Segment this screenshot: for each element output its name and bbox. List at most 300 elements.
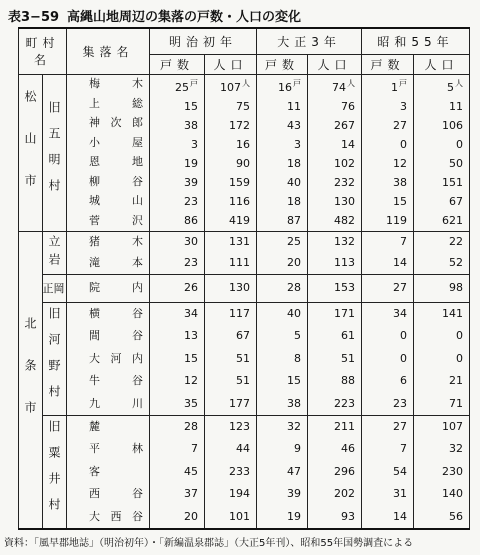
value: [257, 176, 307, 190]
value: [150, 100, 204, 114]
value-text: 75: [236, 100, 251, 114]
settlement-name-text: 間谷: [89, 329, 144, 343]
settlement-name: [67, 442, 149, 456]
value: [205, 510, 256, 524]
value: [308, 100, 361, 114]
settlement-name-text: 小屋: [89, 135, 144, 149]
settlement-name-text: 神次郎: [89, 116, 144, 130]
settlement-name: [67, 256, 149, 270]
value: [414, 465, 469, 479]
value: [308, 176, 361, 190]
value: [205, 465, 256, 479]
table-row: [19, 415, 470, 529]
settlement-names-cell: [67, 302, 150, 415]
value: [362, 214, 413, 228]
value-text: 7: [191, 442, 199, 456]
value: [257, 352, 307, 366]
value: [257, 157, 307, 171]
value-cell-meiji-h: [150, 74, 205, 231]
value-text: 74: [332, 81, 347, 94]
value-text: 116: [229, 195, 251, 209]
value: [150, 77, 204, 95]
value: [150, 442, 204, 456]
unit-mark: 人: [455, 79, 464, 88]
value-text: 47: [287, 464, 302, 478]
table-row: [19, 231, 470, 274]
value: [362, 235, 413, 249]
value-text: 101: [229, 509, 251, 523]
value: [362, 329, 413, 343]
value-cell-meiji-h: [150, 302, 205, 415]
value: [150, 235, 204, 249]
value-text: 117: [229, 306, 251, 320]
value: [257, 100, 307, 114]
settlement-name: [67, 235, 149, 249]
value-text: 32: [449, 442, 464, 456]
value-cell-showa-p: [414, 302, 470, 415]
settlement-name-text: 滝本: [89, 256, 144, 270]
value: [414, 176, 469, 190]
value: [205, 214, 256, 228]
settlement-name: [67, 465, 149, 479]
settlement-name: [67, 214, 149, 228]
value-text: 45: [184, 464, 199, 478]
value: [362, 397, 413, 411]
value-text: 0: [456, 351, 464, 365]
value: [308, 256, 361, 270]
value-text: 0: [400, 329, 408, 343]
settlement-name: [67, 487, 149, 501]
value: [150, 329, 204, 343]
value-text: 0: [400, 138, 408, 152]
value-text: 40: [287, 306, 302, 320]
unit-mark: 戸: [293, 79, 302, 88]
value-text: 16: [278, 81, 293, 94]
value: [308, 420, 361, 434]
header-population: 人口: [205, 54, 257, 74]
value-text: 98: [449, 281, 464, 295]
value-text: 67: [236, 329, 251, 343]
value-text: 232: [334, 176, 356, 190]
value-text: 18: [287, 195, 302, 209]
value-text: 3: [191, 138, 199, 152]
value-text: 51: [341, 351, 356, 365]
settlement-name-text: 大河内: [89, 351, 144, 365]
value-text: 15: [184, 351, 199, 365]
value-text: 211: [334, 420, 356, 434]
value: [205, 176, 256, 190]
value: [308, 307, 361, 321]
value: [308, 195, 361, 209]
value-text: 37: [184, 487, 199, 501]
value: [308, 510, 361, 524]
value: [414, 256, 469, 270]
settlement-name: [67, 374, 149, 388]
value-cell-meiji-p: [205, 231, 257, 274]
value-text: 30: [184, 235, 199, 249]
value: [205, 100, 256, 114]
value: [414, 307, 469, 321]
value: [205, 157, 256, 171]
value: [362, 138, 413, 152]
value-text: 38: [287, 396, 302, 410]
value-text: 71: [449, 396, 464, 410]
value: [362, 352, 413, 366]
settlement-name: [67, 175, 149, 189]
value-text: 11: [449, 100, 464, 114]
value: [205, 307, 256, 321]
unit-mark: 人: [347, 79, 356, 88]
value: [257, 119, 307, 133]
value-text: 27: [393, 420, 408, 434]
value: [308, 329, 361, 343]
value: [414, 157, 469, 171]
city-cell: [19, 231, 43, 529]
value-cell-taisho-h: [257, 74, 308, 231]
settlement-name: [67, 352, 149, 366]
settlement-name: [67, 194, 149, 208]
value-text: 18: [287, 157, 302, 171]
unit-mark: 戸: [190, 79, 199, 88]
value: [257, 281, 307, 295]
settlement-name: [67, 77, 149, 91]
value-text: 39: [287, 487, 302, 501]
value: [362, 442, 413, 456]
value-cell-showa-h: [362, 274, 414, 302]
value-text: 56: [449, 509, 464, 523]
settlement-name: [67, 116, 149, 130]
value: [362, 307, 413, 321]
value-text: 38: [393, 176, 408, 190]
settlement-name: [67, 420, 149, 434]
value-text: 5: [294, 329, 302, 343]
value: [205, 329, 256, 343]
value-text: 88: [341, 374, 356, 388]
value: [205, 374, 256, 388]
header-showa: 昭和55年: [362, 28, 470, 54]
value: [414, 77, 469, 95]
settlement-name-text: 麓: [89, 420, 101, 434]
unit-mark: 戸: [399, 79, 408, 88]
value: [414, 352, 469, 366]
value: [150, 119, 204, 133]
settlement-name: [67, 97, 149, 111]
table-row: [19, 74, 470, 231]
value-text: 20: [287, 256, 302, 270]
value-text: 54: [393, 464, 408, 478]
value-text: 621: [442, 214, 464, 228]
value: [150, 195, 204, 209]
value-text: 230: [442, 464, 464, 478]
value-text: 14: [393, 256, 408, 270]
value: [414, 281, 469, 295]
village-cell: [43, 415, 67, 529]
settlement-name: [67, 136, 149, 150]
table-title: [8, 6, 478, 25]
value-text: 151: [442, 176, 464, 190]
header-taisho: 大正3年: [257, 28, 362, 54]
value: [362, 465, 413, 479]
value: [205, 77, 256, 95]
value-text: 90: [236, 157, 251, 171]
value: [150, 374, 204, 388]
value: [150, 510, 204, 524]
value-text: 23: [184, 256, 199, 270]
header-households: 戸数: [362, 54, 414, 74]
value: [150, 465, 204, 479]
value: [257, 195, 307, 209]
value-text: 130: [334, 195, 356, 209]
settlement-name-text: 平林: [89, 442, 144, 456]
value-text: 32: [287, 420, 302, 434]
value: [150, 138, 204, 152]
value-cell-taisho-p: [308, 415, 362, 529]
value-text: 87: [287, 214, 302, 228]
value: [362, 195, 413, 209]
header-meiji: 明治初年: [150, 28, 257, 54]
settlement-name-text: 菅沢: [89, 213, 144, 227]
value: [308, 138, 361, 152]
value: [414, 214, 469, 228]
value-text: 123: [229, 420, 251, 434]
value: [257, 487, 307, 501]
village-cell: [43, 231, 67, 274]
value-cell-showa-h: [362, 302, 414, 415]
value: [257, 214, 307, 228]
value: [362, 420, 413, 434]
value-text: 44: [236, 442, 251, 456]
village-cell: [43, 302, 67, 415]
value-text: 15: [287, 374, 302, 388]
value-text: 11: [287, 100, 302, 114]
settlement-table: [18, 27, 470, 530]
value-text: 51: [236, 351, 251, 365]
settlement-name-text: 院内: [89, 281, 144, 295]
header-population: 人口: [308, 54, 362, 74]
village-name: 旧河野村: [47, 306, 61, 411]
value-text: 25: [287, 235, 302, 249]
header-town: 町村名: [19, 28, 67, 74]
value-text: 76: [341, 100, 356, 114]
settlement-name-text: 梅木: [89, 77, 144, 91]
value: [205, 420, 256, 434]
value: [257, 307, 307, 321]
value: [257, 420, 307, 434]
value-text: 102: [334, 157, 356, 171]
value: [414, 119, 469, 133]
settlement-name: [67, 329, 149, 343]
village-name: 旧五明村: [47, 100, 61, 205]
settlement-names-cell: [67, 231, 150, 274]
value: [414, 374, 469, 388]
value-text: 27: [393, 281, 408, 295]
value: [362, 157, 413, 171]
value-text: 12: [184, 374, 199, 388]
value: [257, 235, 307, 249]
value: [150, 487, 204, 501]
value-cell-taisho-h: [257, 302, 308, 415]
value-text: 35: [184, 396, 199, 410]
value: [308, 374, 361, 388]
value-text: 38: [184, 119, 199, 133]
value: [205, 281, 256, 295]
value: [205, 352, 256, 366]
value: [257, 442, 307, 456]
value: [205, 195, 256, 209]
value-cell-meiji-h: [150, 415, 205, 529]
value: [257, 397, 307, 411]
value-text: 46: [341, 442, 356, 456]
city-name: 松山市: [23, 89, 37, 216]
value: [308, 235, 361, 249]
value-text: 28: [184, 420, 199, 434]
settlement-name-text: 猪木: [89, 235, 144, 249]
value: [205, 119, 256, 133]
value-cell-showa-h: [362, 231, 414, 274]
value-text: 12: [393, 157, 408, 171]
value: [308, 214, 361, 228]
value: [362, 100, 413, 114]
value-cell-showa-h: [362, 74, 414, 231]
value-text: 61: [341, 329, 356, 343]
value-text: 9: [294, 442, 302, 456]
value-text: 153: [334, 281, 356, 295]
value: [414, 487, 469, 501]
value-text: 23: [393, 396, 408, 410]
value-text: 159: [229, 176, 251, 190]
value-text: 13: [184, 329, 199, 343]
settlement-name: [67, 510, 149, 524]
value-text: 26: [184, 281, 199, 295]
value: [308, 352, 361, 366]
value-text: 40: [287, 176, 302, 190]
value-text: 31: [393, 487, 408, 501]
value-text: 67: [449, 195, 464, 209]
value-text: 0: [456, 138, 464, 152]
value-text: 223: [334, 396, 356, 410]
value: [257, 256, 307, 270]
value: [308, 397, 361, 411]
value: [362, 281, 413, 295]
value-text: 3: [294, 138, 302, 152]
value: [414, 510, 469, 524]
value: [150, 397, 204, 411]
value-text: 19: [287, 509, 302, 523]
value-cell-taisho-h: [257, 231, 308, 274]
value-text: 0: [456, 329, 464, 343]
village-name: 立岩: [47, 234, 61, 271]
value: [205, 397, 256, 411]
value-cell-meiji-p: [205, 415, 257, 529]
value: [414, 329, 469, 343]
value: [414, 195, 469, 209]
value: [308, 281, 361, 295]
settlement-name-text: 大西谷: [89, 509, 144, 523]
value-text: 130: [229, 281, 251, 295]
value-text: 39: [184, 176, 199, 190]
value: [257, 374, 307, 388]
settlement-name-text: 牛谷: [89, 374, 144, 388]
header-households: 戸数: [257, 54, 308, 74]
value: [308, 157, 361, 171]
header-population: 人口: [414, 54, 470, 74]
settlement-name-text: 客: [89, 464, 101, 478]
value-text: 119: [386, 214, 408, 228]
value-cell-showa-p: [414, 415, 470, 529]
value: [308, 487, 361, 501]
value-text: 8: [294, 351, 302, 365]
value: [257, 465, 307, 479]
value-text: 43: [287, 119, 302, 133]
settlement-name-text: 柳谷: [89, 174, 144, 188]
value-text: 7: [400, 235, 408, 249]
value: [205, 442, 256, 456]
value-text: 177: [229, 396, 251, 410]
value-cell-showa-p: [414, 74, 470, 231]
settlement-name-text: 横谷: [89, 306, 144, 320]
value-text: 52: [449, 256, 464, 270]
settlement-name-text: 恩地: [89, 155, 144, 169]
value-text: 7: [400, 442, 408, 456]
value-text: 419: [229, 214, 251, 228]
value-cell-meiji-p: [205, 274, 257, 302]
value-text: 3: [400, 100, 408, 114]
value: [205, 235, 256, 249]
village-cell: [43, 274, 67, 302]
value: [362, 119, 413, 133]
village-cell: [43, 74, 67, 231]
value-cell-showa-p: [414, 274, 470, 302]
value-text: 132: [334, 235, 356, 249]
unit-mark: 人: [242, 79, 251, 88]
value-text: 14: [393, 509, 408, 523]
value: [362, 77, 413, 95]
settlement-name-text: 上総: [89, 96, 144, 110]
value-cell-meiji-h: [150, 231, 205, 274]
value: [414, 235, 469, 249]
value-text: 194: [229, 487, 251, 501]
value: [414, 100, 469, 114]
value-text: 25: [175, 81, 190, 94]
value: [205, 256, 256, 270]
value-text: 34: [393, 306, 408, 320]
value: [150, 256, 204, 270]
value-text: 1: [391, 81, 399, 94]
source-note: 資料：「風早郡地誌」（明治初年）・「新編温泉郡誌」（大正5年刊）、昭和55年国勢調査による: [4, 538, 414, 549]
settlement-name-text: 城山: [89, 194, 144, 208]
value-text: 6: [400, 374, 408, 388]
value-text: 202: [334, 487, 356, 501]
value-text: 14: [341, 138, 356, 152]
value: [150, 214, 204, 228]
value-text: 172: [229, 119, 251, 133]
value: [308, 465, 361, 479]
value: [414, 138, 469, 152]
value-cell-showa-h: [362, 415, 414, 529]
table-row: [19, 274, 470, 302]
value: [414, 397, 469, 411]
value: [150, 307, 204, 321]
value-text: 93: [341, 509, 356, 523]
value: [205, 487, 256, 501]
value: [362, 176, 413, 190]
value: [205, 138, 256, 152]
value-text: 51: [236, 374, 251, 388]
village-name: 正岡: [42, 282, 65, 296]
value-text: 107: [442, 420, 464, 434]
value-cell-taisho-p: [308, 74, 362, 231]
settlement-name-text: 九川: [89, 396, 144, 410]
